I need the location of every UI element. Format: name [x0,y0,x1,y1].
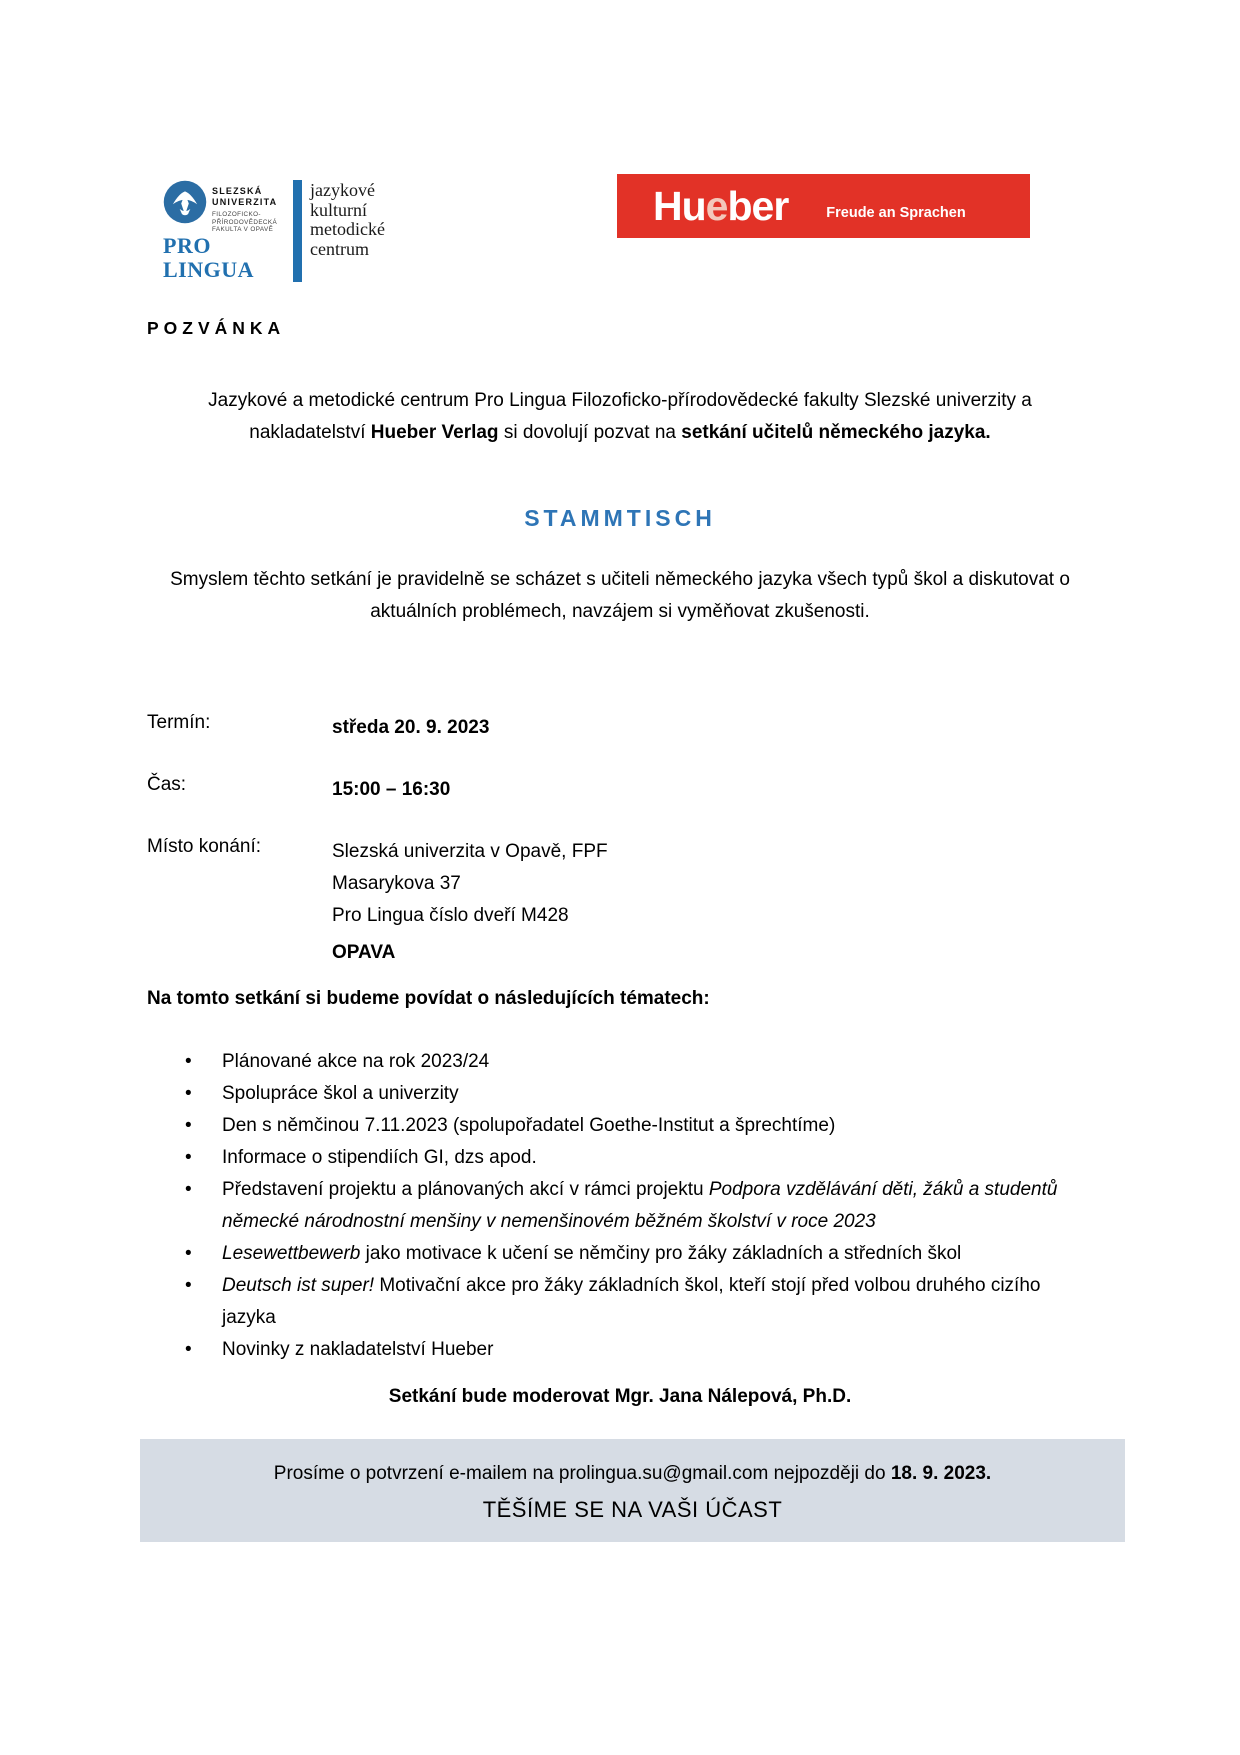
university-name-line2: UNIVERZITA [212,197,278,207]
misto-line: Slezská univerzita v Opavě, FPF [332,841,608,862]
city-name: OPAVA [332,942,396,963]
center-line: jazykové [310,180,375,200]
moderator-line: Setkání bude moderovat Mgr. Jana Nálepová, Ph.D. [388,1386,852,1407]
detail-row-cas [147,774,1093,806]
termin-value: středa 20. 9. 2023 [332,717,490,738]
misto-label: Místo konání: [147,836,262,857]
faculty-line: FILOZOFICKO- [212,211,261,218]
topic-item: • Novinky z nakladatelství Hueber [222,1334,1093,1366]
hueber-wordmark: Hueber [653,182,789,229]
hueber-verlag-bold: Hueber Verlag [370,422,499,443]
hueber-tagline: Freude an Sprachen [826,205,966,221]
intro-line2: nakladatelství Hueber Verlag si dovolují pozvat na setkání učitelů německého jazyka. [249,422,991,443]
cas-label: Čas: [147,774,187,795]
topics-heading: Na tomto setkání si budeme povídat o následujících tématech: [147,988,710,1009]
rsvp-footer-box [140,1439,1125,1542]
topic-item: • Představení projektu a plánovaných akcí v rámci projektu Podpora vzdělávání děti, žáků a studentů německé národnostní menšiny v nemenšinovém běžném školství v roce 2023 [222,1174,1093,1238]
topic-item: • Deutsch ist super! Motivační akce pro žáky základních škol, kteří stojí před volbou druhého cizího jazyka [222,1270,1093,1334]
purpose-paragraph: Smyslem těchto setkání je pravidelně se scházet s učiteli německého jazyka všech typů škol a diskutovat o aktuálních problémech, navzájem si vyměňovat zkušenosti. [170,569,1070,622]
cas-value: 15:00 – 16:30 [332,779,451,800]
rsvp-deadline: 18. 9. 2023. [890,1463,992,1484]
topic-item: • Spolupráce škol a univerzity [222,1078,1093,1110]
misto-value [332,836,608,932]
intro-line1: Jazykové a metodické centrum Pro Lingua Filozoficko-přírodovědecké fakulty Slezské univerzity a [208,390,1032,411]
center-line: kulturní [310,199,367,220]
termin-label: Termín: [147,712,211,733]
event-details [147,712,1093,964]
topic-item: • Lesewettbewerb jako motivace k učení se němčiny pro žáky základních a středních škol [222,1238,1093,1270]
event-purpose-bold: setkání učitelů německého jazyka. [681,422,991,443]
detail-row-misto [147,836,1093,932]
document-title: POZVÁNKA [147,318,286,338]
center-line: metodické [310,219,385,239]
prolingua-brand-text: PRO LINGUA [163,232,255,282]
university-name-line1: SLEZSKÁ [212,186,263,196]
topic-item: • Informace o stipendiích GI, dzs apod. [222,1142,1093,1174]
faculty-line: FAKULTA V OPAVĚ [212,226,274,233]
rsvp-line: Prosíme o potvrzení e-mailem na prolingua.su@gmail.com nejpozději do 18. 9. 2023. [273,1463,992,1484]
topics-list [147,1046,1093,1366]
document-content [147,0,1093,1542]
misto-line: Masarykova 37 [332,873,461,894]
intro-paragraph [147,385,1093,449]
detail-row-termin [147,712,1093,744]
center-line: centrum [310,238,369,259]
misto-line: Pro Lingua číslo dveří M428 [332,905,569,926]
closing-line: TĚŠÍME SE NA VAŠI ÚČAST [482,1497,783,1522]
topic-item: • Plánované akce na rok 2023/24 [222,1046,1093,1078]
event-title: STAMMTISCH [524,505,716,531]
faculty-line: PŘÍRODOVĚDECKÁ [212,218,278,226]
topic-item: • Den s němčinou 7.11.2023 (spolupořadatel Goethe-Institut a šprechtíme) [222,1110,1093,1142]
